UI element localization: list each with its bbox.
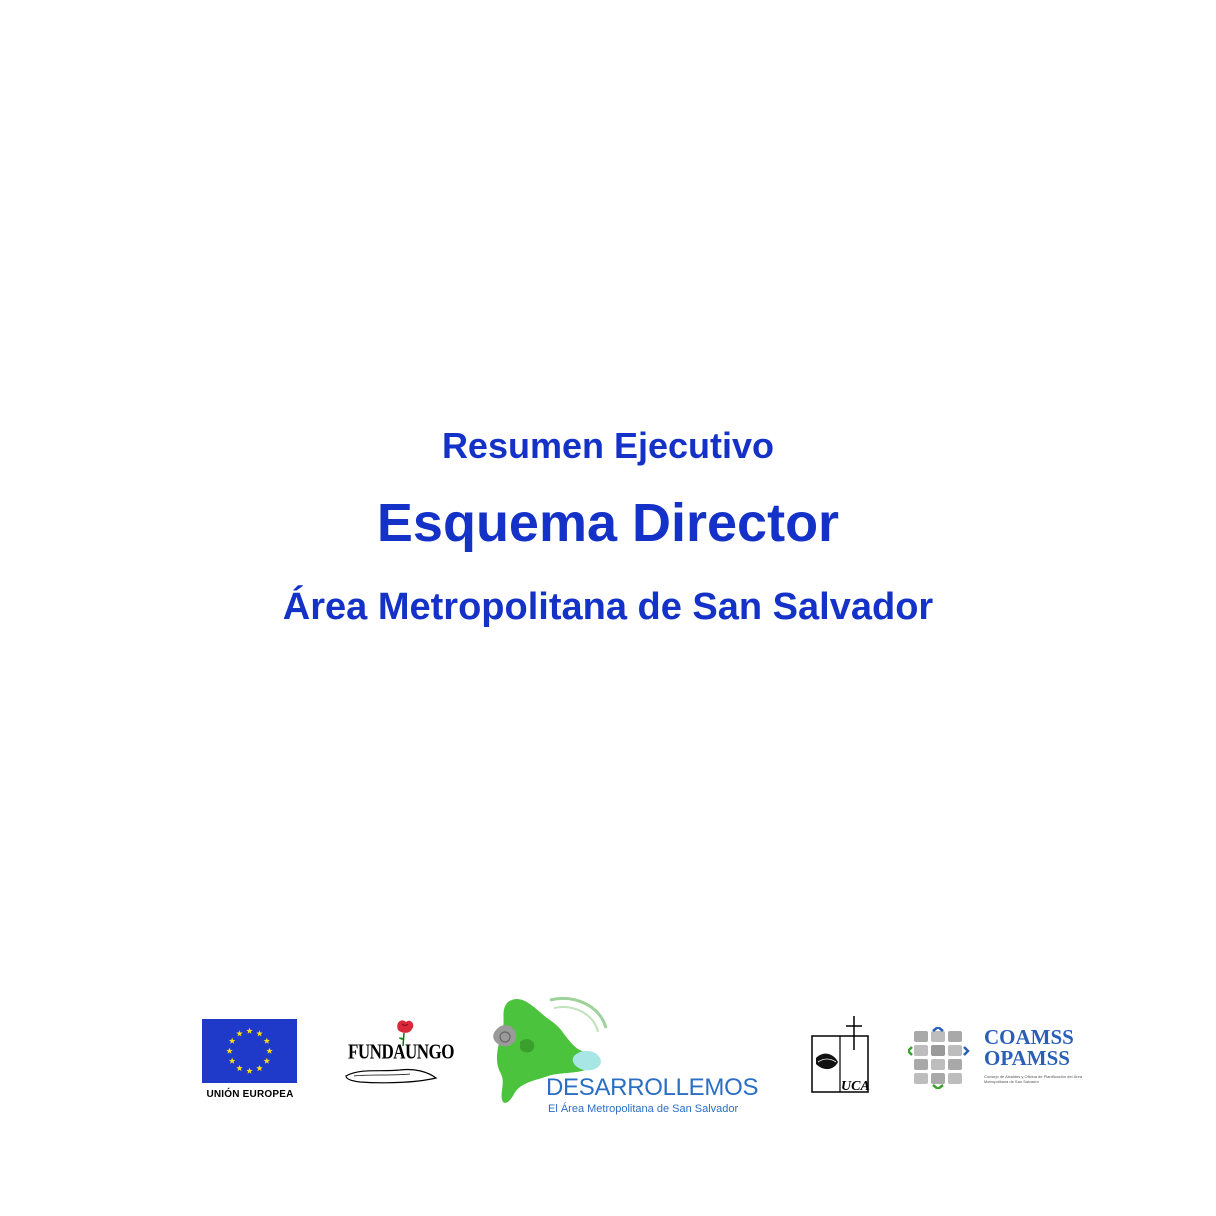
eu-logo [202,1019,298,1100]
coamss-line1: COAMSS [984,1025,1074,1049]
eu-star-icon [264,1058,270,1064]
eu-star-icon [246,1028,252,1034]
coamss-line2: OPAMSS [984,1046,1070,1070]
desarrollemos-tagline: El Área Metropolitana de San Salvador [548,1103,739,1115]
uca-logo [810,1014,872,1096]
document-subtitle: Resumen Ejecutivo [441,425,775,466]
eu-star-icon [266,1048,272,1054]
document-title: Esquema Director [376,493,840,553]
eu-flag-icon [202,1019,297,1083]
desarrollemos-name: DESARROLLEMOS [546,1074,759,1101]
eu-star-icon [226,1048,232,1054]
eu-stars-icon [202,1019,297,1083]
eu-star-icon [264,1038,270,1044]
desarrollemos-logo [490,992,780,1117]
coamss-grid-icon [908,1027,972,1089]
eu-caption: UNIÓN EUROPEA [206,1089,294,1100]
coamss-small-text: Consejo de Alcaldes y Oficina de Planificación del Área Metropolitana de San Salvador [984,1074,1083,1084]
document-area-title: Área Metropolitana de San Salvador [282,586,934,628]
coamss-name [984,1027,1074,1069]
fundaungo-name: FUNDAUNGO [348,1039,454,1064]
uca-cross-icon [810,1014,872,1096]
eu-star-icon [236,1030,242,1036]
eu-star-icon [246,1068,252,1074]
coamss-opamss-logo [908,1027,1098,1089]
eu-star-icon [256,1030,262,1036]
eu-star-icon [229,1038,235,1044]
eu-star-icon [229,1058,235,1064]
fundaungo-logo [340,1016,454,1088]
uca-name: UCA [841,1079,870,1094]
eu-star-icon [256,1065,262,1071]
eu-star-icon [236,1065,242,1071]
